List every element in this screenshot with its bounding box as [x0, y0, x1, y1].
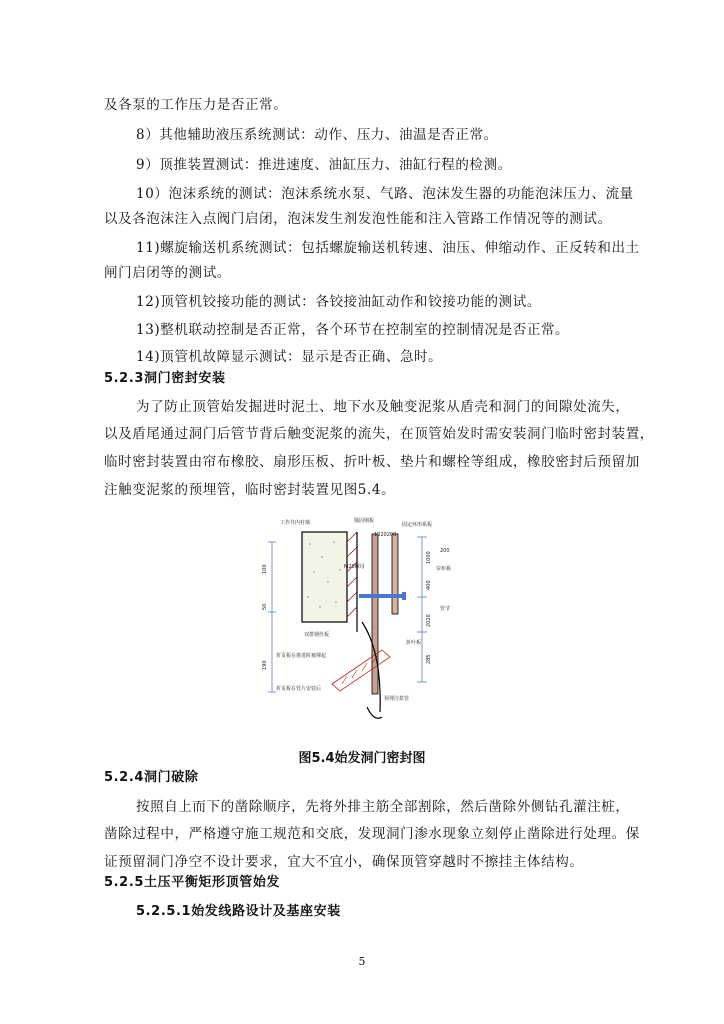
- paragraph-line: 闸门启闭等的测试。: [104, 265, 231, 281]
- page-number: 5: [358, 955, 366, 968]
- paragraph-line: 及各泵的工作压力是否正常。: [104, 97, 288, 113]
- paragraph-line: 11)螺旋输送机系统测试：包括螺旋输送机转速、油压、伸缩动作、正反转和出土: [136, 240, 640, 256]
- dim-label: 400: [426, 580, 432, 590]
- figure-caption: 图5.4始发洞门密封图: [298, 751, 426, 766]
- dim-label: 100: [262, 564, 268, 574]
- subsection-heading: 5.2.5.1始发线路设计及基座安装: [136, 904, 341, 919]
- paragraph-line: 注触变泥浆的预埋管，临时密封装置见图5.4。: [104, 482, 396, 498]
- paragraph-line: 10）泡沫系统的测试：泡沫系统水泵、气路、泡沫发生器的功能泡沫压力、流量: [136, 186, 634, 202]
- figure-label: 固定环形系板: [402, 522, 433, 528]
- dim-label: 2020: [426, 614, 432, 627]
- dim-label: 285: [426, 654, 432, 664]
- figure-label: 预埋注浆管: [384, 696, 410, 702]
- hinged-plate: [332, 650, 390, 691]
- figure-label: 折叶板: [406, 640, 422, 646]
- paragraph-line: 为了防止顶管始发掘进时泥土、地下水及触变泥浆从盾壳和洞门的间隙处流失，: [136, 399, 630, 415]
- paragraph-line: 凿除过程中，严格遵守施工规范和交底，发现洞门渗水现象立刻停止凿除进行处理。保: [104, 826, 640, 842]
- bolt: [359, 594, 404, 598]
- paragraph-line: 13)整机联动控制是否正常，各个环节在控制室的控制情况是否正常。: [136, 322, 570, 338]
- door-seal-figure: [262, 512, 462, 737]
- section-heading: 5.2.5土压平衡矩形顶管始发: [104, 875, 281, 890]
- paragraph-line: 按照自上而下的凿除顺序，先将外排主筋全部割除，然后凿除外侧钻孔灌注桩，: [136, 799, 630, 815]
- paragraph-line: 临时密封装置由帘布橡胶、扇形压板、折叶板、垫片和螺栓等组成，橡胶密封后预留加: [104, 454, 640, 470]
- paragraph-line: 12)顶管机铰接功能的测试：各铰接油缸动作和铰接功能的测试。: [136, 294, 541, 310]
- dim-label: 190: [262, 660, 268, 670]
- figure-label: M20螺母: [344, 564, 365, 570]
- dim-label: 50: [262, 603, 268, 610]
- figure-label: 工作井内衬墙: [280, 520, 311, 526]
- paragraph-line: 14)顶管机故障显示测试：显示是否正确、急时。: [136, 349, 443, 365]
- figure-label: 帘布板: [436, 566, 452, 572]
- dim-label: 1000: [426, 551, 432, 564]
- paragraph-line: 9）顶推装置测试：推进速度、油缸压力、油缸行程的检测。: [136, 157, 512, 173]
- paragraph-line: 8）其他辅助液压系统测试：动作、压力、油温是否正常。: [136, 127, 498, 143]
- paragraph-line: 以及各泡沫注入点阀门启闭，泡沫发生剂发泡性能和注入管路工作情况等的测试。: [104, 211, 612, 227]
- figure-label: 折页板在管片安装后: [276, 686, 322, 692]
- dim-label: 200: [440, 548, 450, 554]
- figure-label: 折页板在推进时被撑起: [276, 653, 327, 659]
- figure-label: 双排钢丝板: [304, 632, 330, 638]
- figure-label: 锚固钢板: [354, 518, 375, 524]
- section-heading: 5.2.4洞门破除: [104, 770, 199, 785]
- lining-wall: [302, 532, 347, 622]
- paragraph-line: 证预留洞门净空不设计要求，宜大不宜小，确保顶管穿越时不擦挂主体结构。: [104, 854, 584, 870]
- paragraph-line: 以及盾尾通过洞门后管节背后触变泥浆的流失，在顶管始发时需安装洞门临时密封装置，: [104, 426, 654, 442]
- figure-label: 1020200: [374, 532, 397, 538]
- figure-label: 管节: [440, 606, 451, 612]
- section-heading: 5.2.3洞门密封安装: [104, 371, 226, 386]
